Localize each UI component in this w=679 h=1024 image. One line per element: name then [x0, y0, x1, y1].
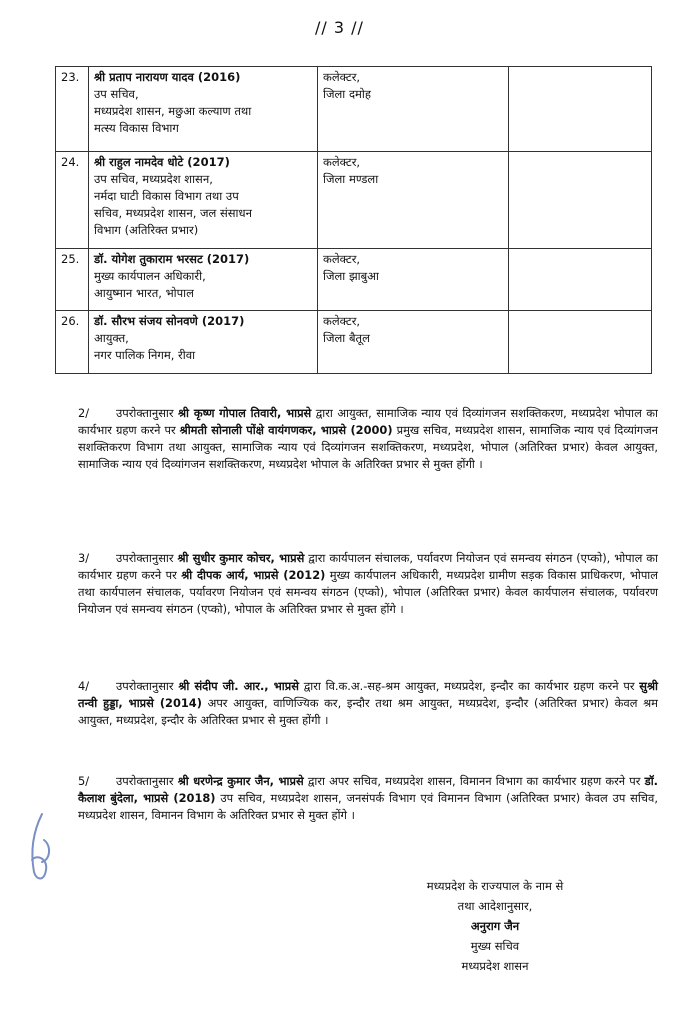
- officer-line: आयुक्त,: [94, 331, 129, 345]
- posting-line: कलेक्टर,: [323, 70, 361, 84]
- paragraph-text: द्वारा आयुक्त, सामाजिक न्याय एवं दिव्यांगजन सशक्तिकरण, मध्यप्रदेश भोपाल का कार्यभार ग्रहण करने पर: [78, 406, 658, 437]
- table-row: [56, 67, 652, 152]
- paragraph-number: 5/: [78, 774, 90, 788]
- officer-line: उप सचिव,: [94, 87, 139, 101]
- signature-block: [395, 876, 595, 976]
- signature-line: तथा आदेशानुसार,: [457, 899, 533, 913]
- paragraph-number: 3/: [78, 551, 90, 565]
- new-posting: [318, 152, 509, 249]
- new-posting: [318, 67, 509, 152]
- serial-number: 25.: [56, 249, 89, 311]
- officer-details: [89, 249, 318, 311]
- officer-line: नगर पालिक निगम, रीवा: [94, 348, 196, 362]
- officer-name: श्री प्रताप नारायण यादव (2016): [94, 70, 241, 84]
- officer-line: सचिव, मध्यप्रदेश शासन, जल संसाधन: [94, 206, 252, 220]
- officer-name-bold: डॉ. कैलाश बुंदेला, भाप्रसे (2018): [78, 774, 658, 805]
- officer-name-bold: श्री कृष्ण गोपाल तिवारी, भाप्रसे: [177, 406, 312, 420]
- officer-name-bold: श्री धरणेन्द्र कुमार जैन, भाप्रसे: [177, 774, 304, 788]
- posting-line: कलेक्टर,: [323, 155, 361, 169]
- officer-line: उप सचिव, मध्यप्रदेश शासन,: [94, 172, 213, 186]
- officer-name: डॉ. सौरभ संजय सोनवणे (2017): [94, 314, 245, 328]
- signatory-designation: मुख्य सचिव: [470, 939, 520, 953]
- officer-name: श्री राहुल नामदेव धोटे (2017): [94, 155, 230, 169]
- paragraph-2: [78, 405, 658, 473]
- paragraph-text: प्रमुख सचिव, मध्यप्रदेश शासन, सामाजिक न्याय एवं दिव्यांगजन सशक्तिकरण विभाग तथा आयुक्त, सामाजिक न्याय एवं दिव्यांगजन सशक्तिकरण, मध्यप्रदेश, भोपाल (अतिरिक्त प्रभार) केवल आयुक्त, सामाजिक न्याय एवं दिव्यांगजन सशक्तिकरण, मध्यप्रदेश भोपाल के अतिरिक्त प्रभार से मुक्त होंगी ।: [78, 423, 658, 471]
- paragraph-number: 4/: [78, 679, 90, 693]
- serial-number: 26.: [56, 311, 89, 374]
- paragraph-3: [78, 550, 658, 618]
- posting-line: जिला दमोह: [323, 87, 372, 101]
- posting-line: जिला झाबुआ: [323, 269, 379, 283]
- new-posting: [318, 249, 509, 311]
- officer-name-bold: श्रीमती सोनाली पोंक्षे वायंगणकर, भाप्रसे (2000): [179, 423, 393, 437]
- officer-line: विभाग (अतिरिक्त प्रभार): [94, 223, 199, 237]
- paragraph-text: द्वारा कार्यपालन संचालक, पर्यावरण नियोजन एवं समन्वय संगठन (एप्को), भोपाल का कार्यभार ग्रहण करने पर: [78, 551, 658, 582]
- officer-line: आयुष्मान भारत, भोपाल: [94, 286, 194, 300]
- officer-line: मुख्य कार्यपालन अधिकारी,: [94, 269, 206, 283]
- paragraph-4: [78, 678, 658, 729]
- blank-cell: [509, 311, 652, 374]
- officer-line: मत्स्य विकास विभाग: [94, 121, 179, 135]
- table-row: [56, 152, 652, 249]
- blank-cell: [509, 249, 652, 311]
- officer-name-bold: श्री संदीप जी. आर., भाप्रसे: [178, 679, 299, 693]
- posting-line: कलेक्टर,: [323, 252, 361, 266]
- paragraph-text: उपरोक्तानुसार: [116, 774, 178, 788]
- officer-line: मध्यप्रदेश शासन, मछुआ कल्याण तथा: [94, 104, 252, 118]
- signatory-name: अनुराग जैन: [470, 919, 520, 933]
- signature-line: मध्यप्रदेश के राज्यपाल के नाम से: [426, 879, 564, 893]
- paragraph-number: 2/: [78, 406, 90, 420]
- serial-number: 24.: [56, 152, 89, 249]
- officer-details: [89, 67, 318, 152]
- officer-name-bold: श्री दीपक आर्य, भाप्रसे (2012): [181, 568, 326, 582]
- officer-name-bold: श्री सुधीर कुमार कोचर, भाप्रसे: [177, 551, 305, 565]
- initials-scribble: [24, 810, 58, 886]
- page-number: // 3 //: [315, 18, 364, 37]
- officer-details: [89, 311, 318, 374]
- officer-details: [89, 152, 318, 249]
- blank-cell: [509, 152, 652, 249]
- new-posting: [318, 311, 509, 374]
- officer-name: डॉ. योगेश तुकाराम भरसट (2017): [94, 252, 250, 266]
- paragraph-text: उपरोक्तानुसार: [116, 679, 179, 693]
- paragraph-text: द्वारा अपर सचिव, मध्यप्रदेश शासन, विमानन विभाग का कार्यभार ग्रहण करने पर: [303, 774, 645, 788]
- posting-line: जिला बैतूल: [323, 331, 370, 345]
- paragraph-text: उप सचिव, मध्यप्रदेश शासन, जनसंपर्क विभाग एवं विमानन विभाग (अतिरिक्त प्रभार) केवल उप सचिव, मध्यप्रदेश शासन, विमानन विभाग के अतिरिक्त प्रभार से मुक्त होंगे ।: [78, 791, 658, 822]
- paragraph-text: द्वारा वि.क.अ.-सह-श्रम आयुक्त, मध्यप्रदेश, इन्दौर का कार्यभार ग्रहण करने पर: [298, 679, 640, 693]
- table-row: [56, 311, 652, 374]
- posting-line: जिला मण्डला: [323, 172, 379, 186]
- blank-cell: [509, 67, 652, 152]
- paragraph-5: [78, 773, 658, 824]
- table-row: [56, 249, 652, 311]
- signatory-office: मध्यप्रदेश शासन: [461, 959, 529, 973]
- postings-table: [55, 66, 652, 374]
- posting-line: कलेक्टर,: [323, 314, 361, 328]
- officer-name-bold: सुश्री तन्वी हुड्डा, भाप्रसे (2014): [78, 679, 658, 710]
- paragraph-text: उपरोक्तानुसार: [116, 406, 178, 420]
- paragraph-text: उपरोक्तानुसार: [116, 551, 178, 565]
- paragraph-text: अपर आयुक्त, वाणिज्यिक कर, इन्दौर तथा श्रम आयुक्त, मध्यप्रदेश, इन्दौर (अतिरिक्त प्रभार) केवल श्रम आयुक्त, मध्यप्रदेश, इन्दौर के अतिरिक्त प्रभार से मुक्त होंगी ।: [78, 696, 658, 727]
- paragraph-text: मुख्य कार्यपालन अधिकारी, मध्यप्रदेश ग्रामीण सड़क विकास प्राधिकरण, भोपाल तथा कार्यपालन संचालक, पर्यावरण नियोजन एवं समन्वय संगठन (एप्को), भोपाल (अतिरिक्त प्रभार) केवल कार्यपालन संचालक, पर्यावरण नियोजन एवं समन्वय संगठन (एप्को), भोपाल के अतिरिक्त प्रभार से मुक्त होंगे ।: [78, 568, 658, 616]
- serial-number: 23.: [56, 67, 89, 152]
- officer-line: नर्मदा घाटी विकास विभाग तथा उप: [94, 189, 239, 203]
